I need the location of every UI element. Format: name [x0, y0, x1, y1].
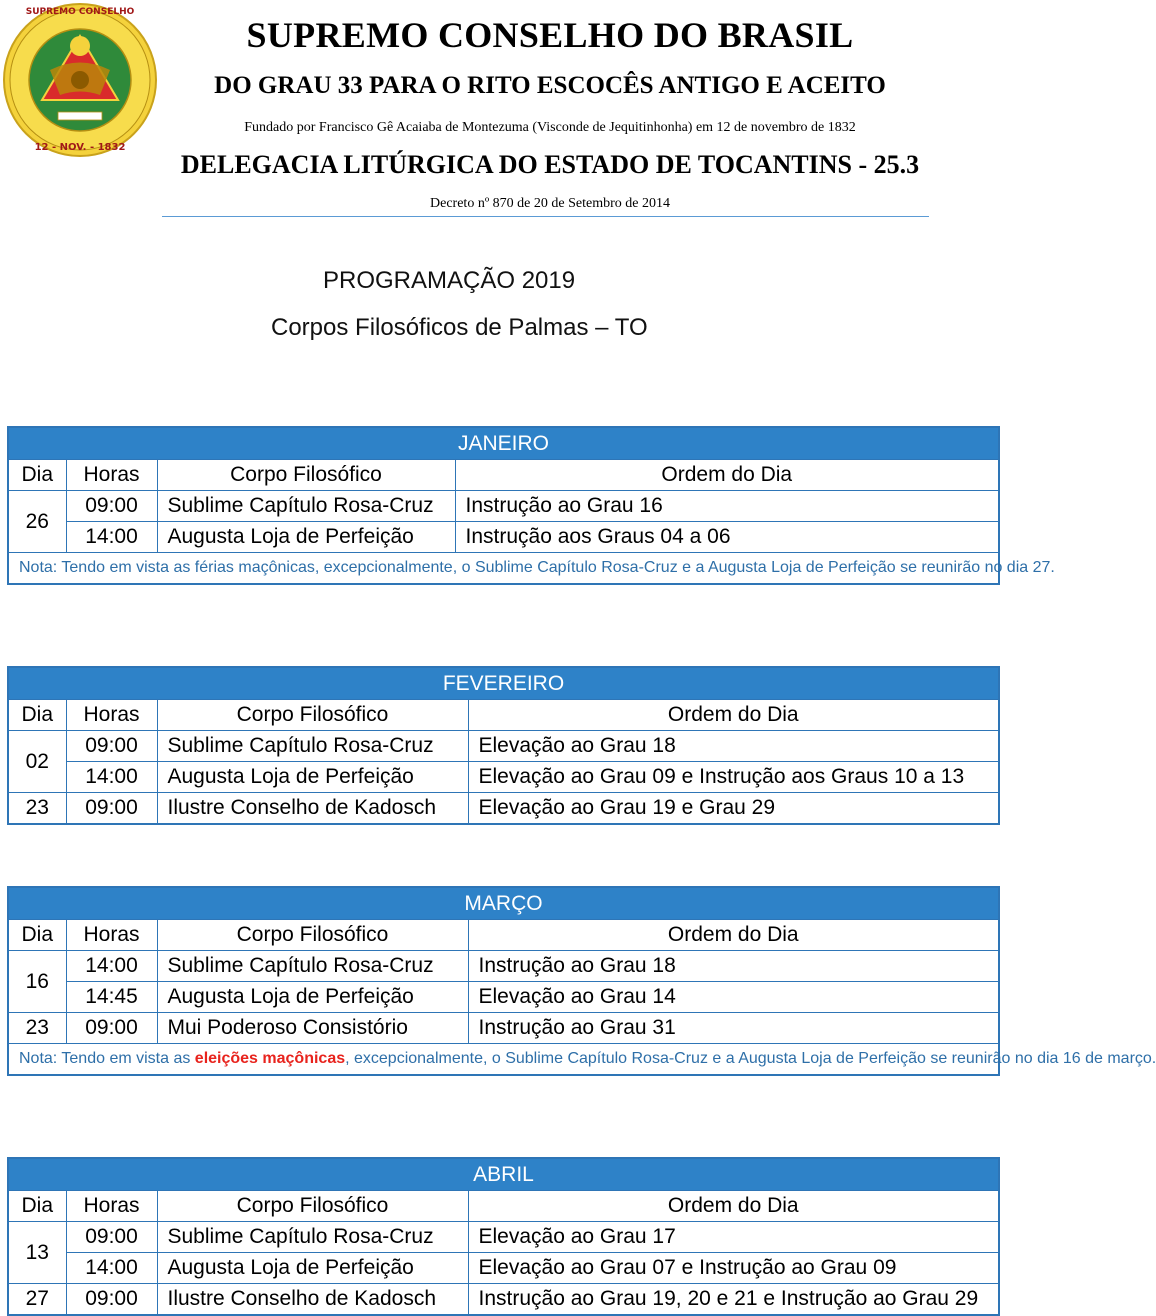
col-ordem: Ordem do Dia — [468, 920, 999, 951]
cell-dia: 23 — [8, 1013, 66, 1044]
program-title: PROGRAMAÇÃO 2019 — [323, 267, 576, 294]
cell-hora: 09:00 — [66, 731, 157, 762]
svg-text:SUPREMO CONSELHO: SUPREMO CONSELHO — [25, 7, 135, 17]
program-subtitle: Corpos Filosóficos de Palmas – TO — [271, 314, 648, 341]
cell-corpo: Augusta Loja de Perfeição — [157, 982, 468, 1013]
table-row — [8, 1284, 999, 1316]
cell-dia: 26 — [8, 491, 66, 553]
col-horas: Horas — [66, 460, 157, 491]
month-title: ABRIL — [8, 1158, 999, 1191]
cell-dia: 16 — [8, 951, 66, 1013]
cell-corpo: Augusta Loja de Perfeição — [157, 1253, 468, 1284]
cell-corpo: Augusta Loja de Perfeição — [157, 522, 455, 553]
cell-corpo: Augusta Loja de Perfeição — [157, 762, 468, 793]
cell-dia: 27 — [8, 1284, 66, 1316]
col-dia: Dia — [8, 1191, 66, 1222]
col-dia: Dia — [8, 700, 66, 731]
table-row — [8, 731, 999, 762]
month-title: MARÇO — [8, 887, 999, 920]
cell-hora: 14:00 — [66, 951, 157, 982]
cell-hora: 09:00 — [66, 1222, 157, 1253]
subtitle: DO GRAU 33 PARA O RITO ESCOCÊS ANTIGO E ACEITO — [214, 72, 886, 99]
cell-ordem: Elevação ao Grau 07 e Instrução ao Grau 09 — [468, 1253, 999, 1284]
col-ordem: Ordem do Dia — [455, 460, 999, 491]
table-fevereiro — [7, 666, 1000, 825]
cell-corpo: Sublime Capítulo Rosa-Cruz — [157, 1222, 468, 1253]
note-marco — [8, 1044, 1156, 1076]
supreme-council-seal-logo — [0, 0, 160, 160]
col-ordem: Ordem do Dia — [468, 1191, 999, 1222]
cell-corpo: Sublime Capítulo Rosa-Cruz — [157, 731, 468, 762]
decree-line: Decreto nº 870 de 20 de Setembro de 2014 — [430, 196, 670, 211]
cell-corpo: Sublime Capítulo Rosa-Cruz — [157, 491, 455, 522]
table-row — [8, 491, 999, 522]
cell-ordem: Elevação ao Grau 09 e Instrução aos Graus 10 a 13 — [468, 762, 999, 793]
cell-ordem: Instrução ao Grau 18 — [468, 951, 999, 982]
cell-hora: 09:00 — [66, 1013, 157, 1044]
header-divider — [162, 216, 929, 217]
note-suffix: , excepcionalmente, o Sublime Capítulo Rosa-Cruz e a Augusta Loja de Perfeição se reunirão no dia 16 de março. — [345, 1050, 1156, 1067]
main-title: SUPREMO CONSELHO DO BRASIL — [246, 15, 854, 55]
cell-ordem: Instrução ao Grau 19, 20 e 21 e Instrução ao Grau 29 — [468, 1284, 999, 1316]
col-dia: Dia — [8, 460, 66, 491]
cell-dia: 02 — [8, 731, 66, 793]
cell-hora: 09:00 — [66, 491, 157, 522]
cell-corpo: Mui Poderoso Consistório — [157, 1013, 468, 1044]
col-horas: Horas — [66, 700, 157, 731]
col-dia: Dia — [8, 920, 66, 951]
col-corpo: Corpo Filosófico — [157, 1191, 468, 1222]
cell-hora: 14:00 — [66, 1253, 157, 1284]
cell-hora: 14:00 — [66, 762, 157, 793]
table-row — [8, 1253, 999, 1284]
col-ordem: Ordem do Dia — [468, 700, 999, 731]
cell-ordem: Elevação ao Grau 17 — [468, 1222, 999, 1253]
table-row — [8, 793, 999, 825]
cell-corpo: Sublime Capítulo Rosa-Cruz — [157, 951, 468, 982]
cell-dia: 23 — [8, 793, 66, 825]
cell-ordem: Instrução ao Grau 16 — [455, 491, 999, 522]
note-janeiro: Nota: Tendo em vista as férias maçônicas, excepcionalmente, o Sublime Capítulo Rosa-Cruz e a Augusta Loja de Perfeição se reunirão no dia 27. — [8, 553, 999, 585]
cell-hora: 14:45 — [66, 982, 157, 1013]
table-row — [8, 522, 999, 553]
table-abril — [7, 1157, 1000, 1316]
cell-ordem: Elevação ao Grau 19 e Grau 29 — [468, 793, 999, 825]
table-row — [8, 982, 999, 1013]
founded-line: Fundado por Francisco Gê Acaiaba de Montezuma (Visconde de Jequitinhonha) em 12 de novembro de 1832 — [244, 120, 856, 135]
note-highlight: eleições maçônicas — [194, 1050, 346, 1067]
cell-ordem: Instrução ao Grau 31 — [468, 1013, 999, 1044]
table-row — [8, 1222, 999, 1253]
col-corpo: Corpo Filosófico — [157, 920, 468, 951]
table-marco — [7, 886, 1156, 1076]
cell-hora: 09:00 — [66, 793, 157, 825]
month-title: FEVEREIRO — [8, 667, 999, 700]
cell-dia: 13 — [8, 1222, 66, 1284]
table-janeiro — [7, 426, 1055, 585]
note-prefix: Nota: Tendo em vista as — [19, 1050, 195, 1067]
cell-hora: 09:00 — [66, 1284, 157, 1316]
cell-hora: 14:00 — [66, 522, 157, 553]
month-title: JANEIRO — [8, 427, 999, 460]
cell-corpo: Ilustre Conselho de Kadosch — [157, 793, 468, 825]
cell-ordem: Instrução aos Graus 04 a 06 — [455, 522, 999, 553]
delegacia-title: DELEGACIA LITÚRGICA DO ESTADO DE TOCANTINS - 25.3 — [180, 150, 920, 179]
cell-ordem: Elevação ao Grau 14 — [468, 982, 999, 1013]
col-horas: Horas — [66, 1191, 157, 1222]
table-row — [8, 951, 999, 982]
col-horas: Horas — [66, 920, 157, 951]
col-corpo: Corpo Filosófico — [157, 460, 455, 491]
cell-corpo: Ilustre Conselho de Kadosch — [157, 1284, 468, 1316]
col-corpo: Corpo Filosófico — [157, 700, 468, 731]
table-row — [8, 1013, 999, 1044]
seal-date-text: 12 - NOV. - 1832 — [34, 142, 126, 153]
table-row — [8, 762, 999, 793]
cell-ordem: Elevação ao Grau 18 — [468, 731, 999, 762]
